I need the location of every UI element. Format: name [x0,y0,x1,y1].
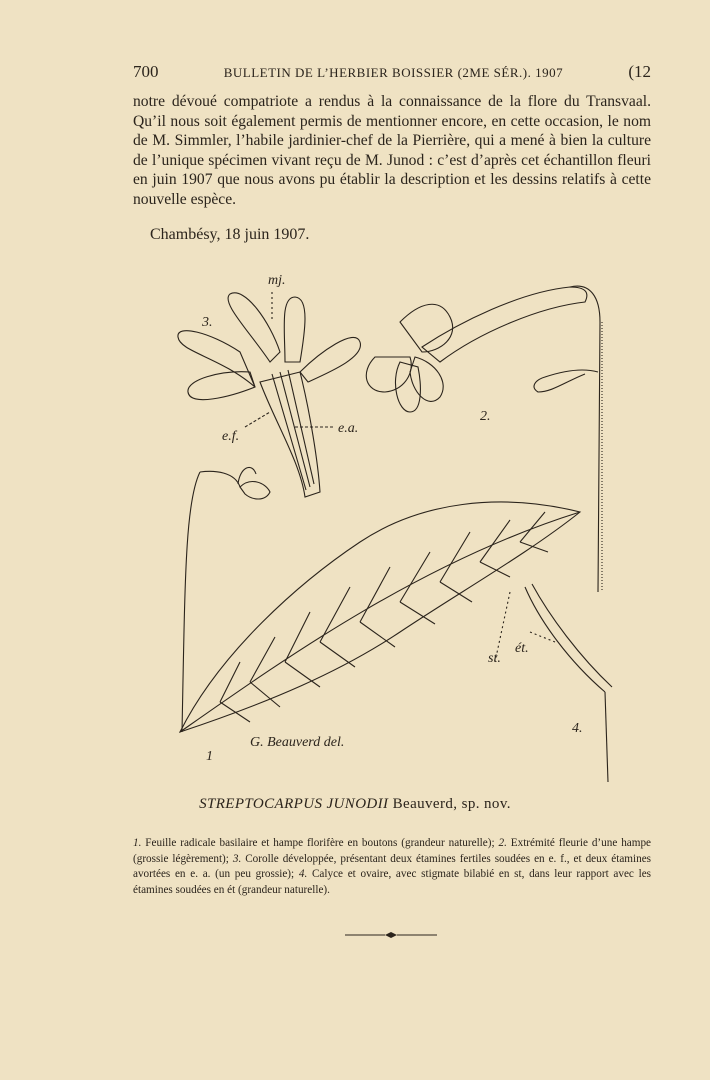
botanical-illustration [160,262,630,792]
legend-text: Feuille radicale basilaire et hampe florifère en boutons (grandeur naturelle); [145,837,495,849]
legend-num: 2. [498,837,507,849]
species-authority: Beauverd, sp. nov. [392,796,511,812]
legend-num: 3. [232,852,242,865]
label-st: st. [488,651,501,666]
dateline: Chambésy, 18 juin 1907. [150,226,310,243]
label-ef: e.f. [222,429,240,444]
illustrator-signature: G. Beauverd del. [250,735,345,750]
paragraph-text: notre dévoué compatriote a rendus à la connaissance de la flore du Transvaal. Qu’il nous soit également permis de mentionner encore, en cette occasion, le nom de M. Simmler, l’habile jardinier-chef de la Pierrière, qui a mené à bien la culture de l’unique spécimen vivant reçu de M. Junod : c’est d’après cet échantillon fleuri en juin 1907 que nous avons pu établir la description et les dessins relatifs à cette nouvelle espèce. [133,93,651,208]
figure-caption-title [0,796,710,813]
running-header [133,62,651,82]
label-fig3: 3. [202,315,213,330]
page-number: 700 [133,62,159,81]
legend-text: Corolle développée, présentant deux étamines fertiles soudées en e. f., et deux étamines avortées en e. a. (un peu grossie); [133,852,652,881]
label-ea: e.a. [338,421,359,436]
calyx-drawing [495,584,612,782]
label-fig1: 1 [206,749,213,764]
illustration-svg [160,262,630,792]
leaf-drawing [180,502,580,732]
flower-drawing [366,286,602,592]
header-right-number: (12 [628,62,651,81]
legend-text: Extrémité fleurie d’une hampe (grossie légèrement); [133,837,652,865]
label-mj: mj. [268,273,286,288]
species-name: STREPTOCARPUS JUNODII [199,796,389,812]
ornament-divider [345,930,437,940]
label-fig4: 4. [572,721,583,736]
legend-num: 4. [298,868,308,881]
body-paragraph [133,92,651,210]
running-title: BULLETIN DE L’HERBIER BOISSIER (2ME SÉR.). 1907 [223,65,564,80]
legend-text: Calyce et ovaire, avec stigmate bilabié en st, dans leur rapport avec les étamines soudées en ét (grandeur naturelle). [133,868,652,896]
label-et: ét. [515,641,529,656]
figure-legend [133,836,651,898]
legend-num: 1. [133,837,142,849]
bud-stalk-drawing [182,467,270,732]
label-fig2: 2. [480,409,491,424]
